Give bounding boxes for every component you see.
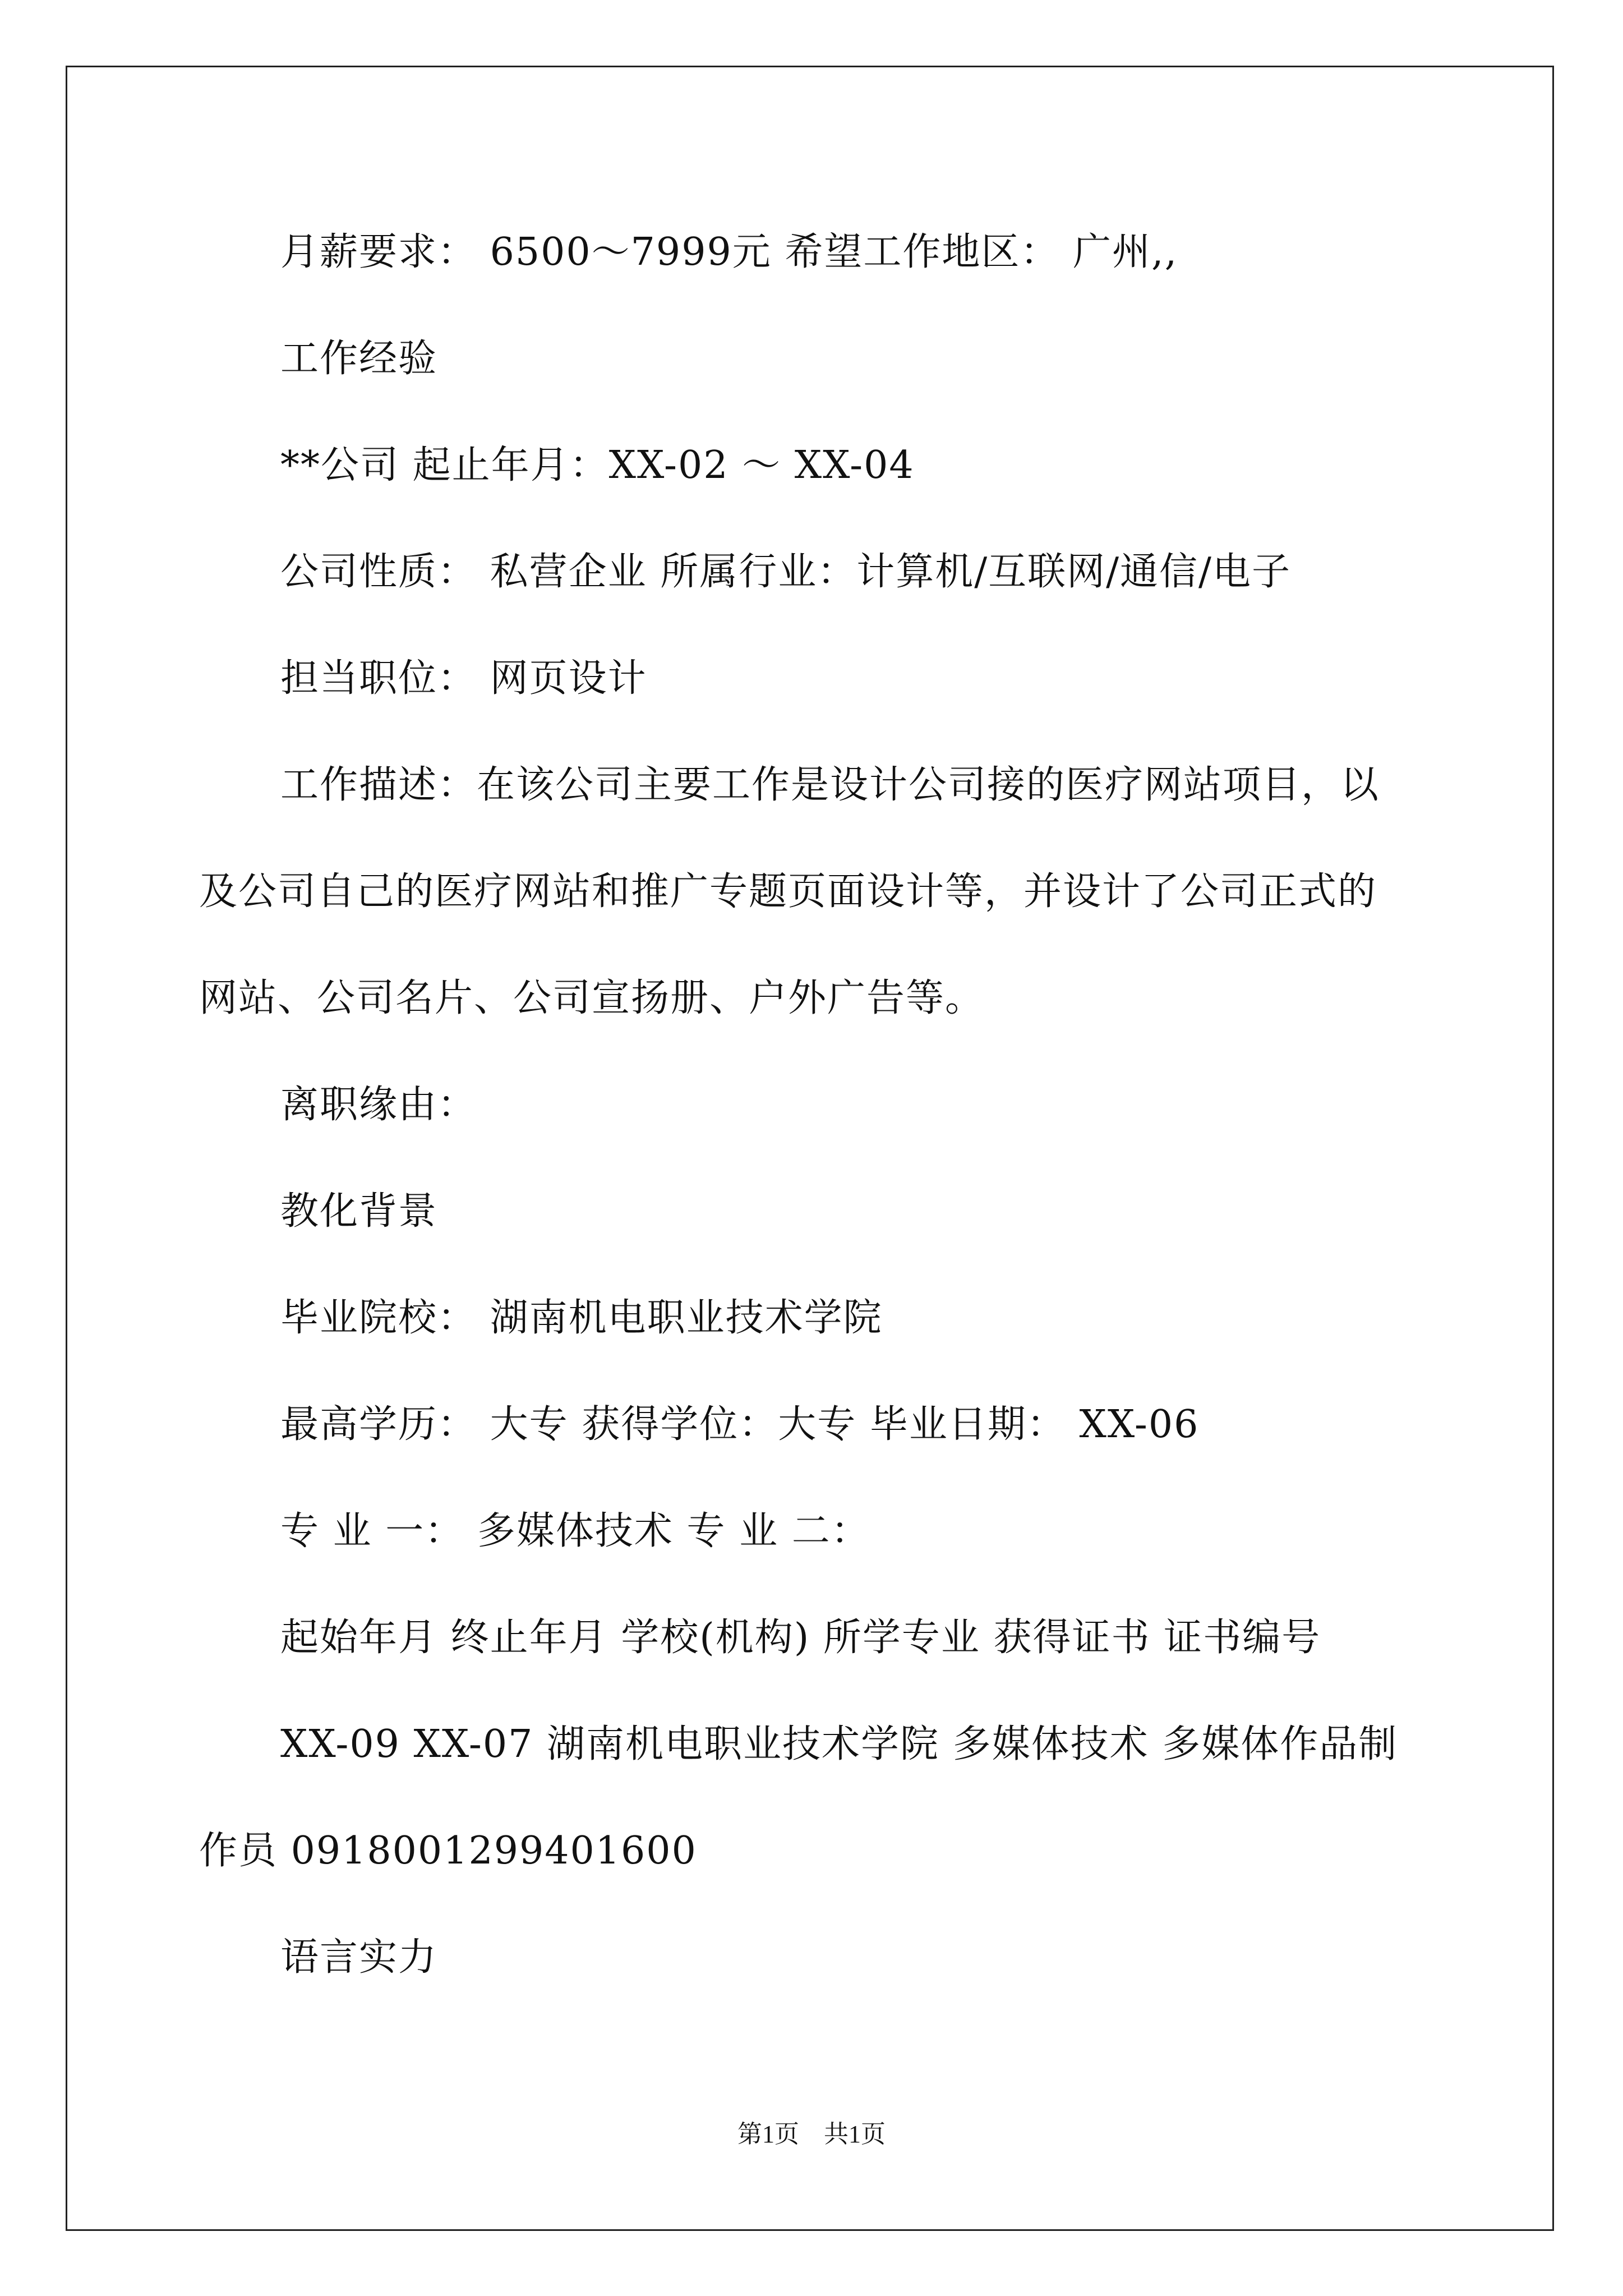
education-table-row-line-1: XX-09 XX-07 湖南机电职业技术学院 多媒体技术 多媒体作品制 [280,1722,1398,1766]
job-description-line-2: 及公司自己的医疗网站和推广专题页面设计等，并设计了公司正式的 [199,869,1377,914]
job-description-line-1: 工作描述：在该公司主要工作是设计公司接的医疗网站项目，以 [280,763,1380,807]
position-line: 担当职位： 网页设计 [280,656,647,701]
work-experience-heading: 工作经验 [280,337,438,381]
page-border [66,66,1554,2231]
education-heading: 教化背景 [280,1189,438,1234]
salary-line: 月薪要求： 6500～7999元 希望工作地区： 广州,, [280,230,1178,274]
company-period-line: **公司 起止年月：XX-02 ～ XX-04 [280,443,915,487]
language-heading: 语言实力 [280,1935,438,1980]
major-line: 专 业 一： 多媒体技术 专 业 二： [280,1509,870,1553]
page-footer: 第1页 共1页 [737,2120,886,2148]
job-description-line-3: 网站、公司名片、公司宣扬册、户外广告等。 [199,976,985,1020]
education-table-header: 起始年月 终止年月 学校(机构) 所学专业 获得证书 证书编号 [280,1616,1321,1660]
degree-line: 最高学历： 大专 获得学位：大专 毕业日期： XX-06 [280,1402,1200,1447]
education-table-row-line-2: 作员 0918001299401600 [199,1829,697,1873]
company-nature-line: 公司性质： 私营企业 所属行业：计算机/互联网/通信/电子 [280,550,1291,594]
school-line: 毕业院校： 湖南机电职业技术学院 [280,1296,883,1340]
leaving-reason-line: 离职缘由： [280,1083,477,1127]
